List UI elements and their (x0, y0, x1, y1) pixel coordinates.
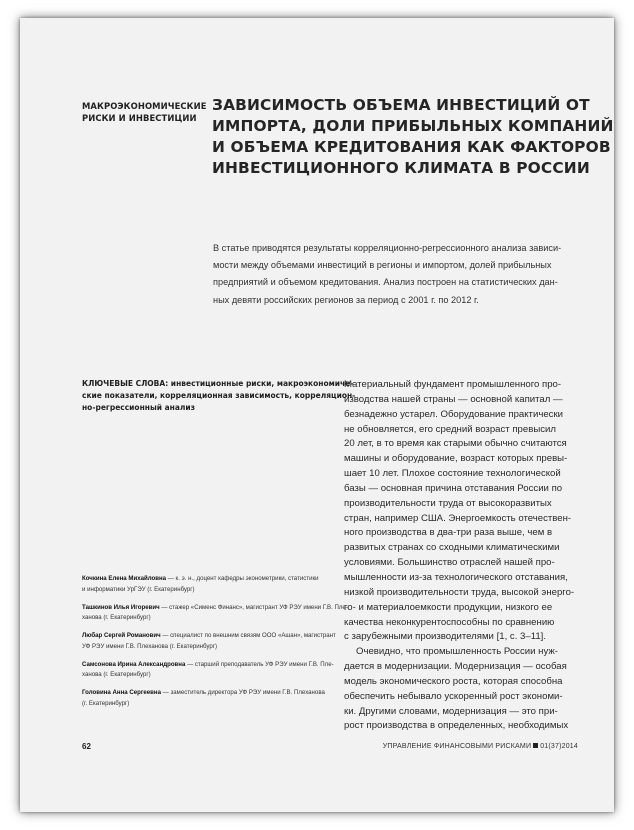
body-line: стран, например США. Энергоемкость отечествен- (344, 512, 572, 524)
keywords-line: ские показатели, корреляционная зависимость, корреляцион- (82, 391, 356, 400)
author-line: ханова (г. Екатеринбург) (82, 614, 151, 621)
body-line: ного производства в два-три раза выше, чем в (344, 527, 553, 539)
article-title (212, 95, 612, 179)
author-info: — стажер «Сименс Финанс», магистрант УФ РЭУ имени Г.В. Пле- (159, 603, 348, 611)
body-line: изводства нашей страны — основной капитал — (344, 393, 563, 405)
body-line: 20 лет, в то время как старыми обычно считаются (344, 438, 567, 450)
author-entry (82, 631, 344, 652)
author-list (82, 574, 348, 717)
abstract-line: В статье приводятся результаты корреляционно-регрессионного анализа зависи- (213, 243, 562, 253)
body-line: дается в модернизации. Модернизация — особая (344, 661, 567, 673)
journal-footer (383, 743, 578, 750)
keywords (82, 378, 356, 414)
author-line: ханова (г. Екатеринбург) (82, 671, 151, 678)
author-info: — специалист по внешним связям ООО «Ашан», магистрант (160, 632, 336, 639)
author-name: Головина Анна Сергеевна (82, 689, 161, 696)
author-line (82, 603, 348, 614)
section-rubric (82, 100, 212, 124)
abstract-line: мости между объемами инвестиций в регионы и импортом, долей прибыльных (213, 260, 552, 271)
journal-issue: 01(37)2014 (540, 743, 578, 750)
square-bullet-icon (533, 743, 538, 748)
body-line: ки. Другими словами, модернизация — это при- (344, 705, 558, 717)
author-entry (82, 603, 348, 624)
author-entry (82, 688, 344, 709)
title-line: И ОБЪЕМА КРЕДИТОВАНИЯ КАК ФАКТОРОВ (212, 138, 611, 156)
title-line: ЗАВИСИМОСТЬ ОБЪЕМА ИНВЕСТИЦИЙ ОТ (212, 96, 590, 114)
body-line: не обновляется, его средний возраст превысил (344, 423, 556, 435)
page-number: 62 (82, 742, 91, 751)
abstract-line: ных девяти российских регионов за период с 2001 г. по 2012 г. (213, 294, 479, 305)
author-entry (82, 660, 344, 681)
author-name: Кочкина Елена Михайловна (82, 575, 167, 582)
body-line: с зарубежными производителями [1, с. 3–11]. (344, 631, 547, 643)
author-info: — к. э. н., доцент кафедры эконометрики, статистики (166, 575, 319, 582)
keywords-line: КЛЮЧЕВЫЕ СЛОВА: инвестиционные риски, макроэкономиче- (82, 379, 354, 388)
author-entry (82, 574, 344, 595)
journal-name: УПРАВЛЕНИЕ ФИНАНСОВЫМИ РИСКАМИ (382, 743, 532, 750)
title-line: ИМПОРТА, ДОЛИ ПРИБЫЛЬНЫХ КОМПАНИЙ (212, 117, 614, 135)
body-line: качества неконкурентоспособны по сравнению (344, 616, 555, 628)
body-line: базы — основная причина отставания России по (344, 482, 563, 494)
article-body (344, 378, 612, 734)
body-line: низкой производительности труда, высокой энерго- (344, 586, 575, 598)
author-name: Самсонова Ирина Александровна (82, 660, 186, 668)
title-line: ИНВЕСТИЦИОННОГО КЛИМАТА В РОССИИ (212, 159, 590, 177)
keywords-line: но-регрессионный анализ (82, 403, 195, 412)
body-line: условиями. Большинство отраслей нашей про- (344, 557, 555, 569)
body-line: обеспечить небывало ускоренный рост экономи- (344, 690, 563, 702)
author-name: Ташкинов Илья Игоревич (82, 603, 160, 611)
body-line: безнадежно устарел. Оборудование практически (344, 408, 564, 420)
article-abstract (213, 240, 593, 309)
author-line: УФ РЭУ имени Г.В. Плеханова (г. Екатеринбург) (82, 642, 217, 650)
author-info: — заместитель директора УФ РЭУ имени Г.В. Плеханова (160, 689, 325, 696)
body-line: Очевидно, что промышленность России нуж- (356, 646, 558, 658)
author-line: (г. Екатеринбург) (82, 699, 130, 707)
rubric-line: МАКРОЭКОНОМИЧЕСКИЕ (82, 101, 207, 111)
body-line: шает 10 лет. Плохое состояние технологической (344, 468, 561, 480)
abstract-line: предприятий и объемом кредитования. Анализ построен на статистических дан- (213, 277, 558, 288)
author-line (82, 660, 344, 671)
body-line: рост производства в определенных, необходимых (344, 720, 569, 732)
body-line: Материальный фундамент промышленного про- (344, 379, 562, 390)
author-line (82, 631, 344, 642)
journal-page (20, 18, 614, 812)
author-info: — старший преподаватель УФ РЭУ имени Г.В. Пле- (185, 660, 334, 668)
author-line: и информатики УрГЭУ (г. Екатеринбург) (82, 585, 195, 593)
author-line (82, 574, 344, 585)
body-line: модель экономического роста, которая способна (344, 675, 563, 687)
author-line (82, 688, 344, 699)
body-line: го- и материалоемкости продукции, низкого ее (344, 601, 553, 613)
rubric-line: РИСКИ И ИНВЕСТИЦИИ (82, 113, 197, 123)
body-line: развитых странах со сходными климатическими (344, 542, 560, 554)
body-line: машины и оборудование, возраст которых превы- (344, 453, 568, 465)
author-name: Любар Сергей Романович (82, 632, 161, 639)
body-line: мышленности из-за технологического отставания, (344, 571, 568, 583)
body-line: производительности труда от высокоразвитых (344, 497, 552, 509)
